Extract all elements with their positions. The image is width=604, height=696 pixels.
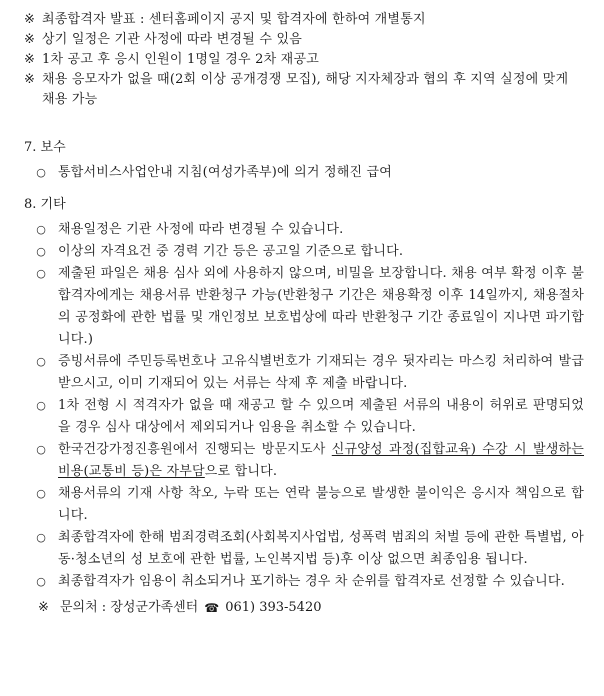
- list-item: [24, 263, 584, 351]
- notice-list: [24, 10, 584, 110]
- circle-bullet-icon: ○: [36, 531, 46, 544]
- list-item-text: [58, 439, 584, 483]
- circle-bullet-icon: ○: [36, 355, 46, 368]
- telephone-icon: ☎: [204, 601, 220, 615]
- text-segment: 한국건강가정진흥원에서 진행되는 방문지도사: [58, 442, 332, 457]
- contact-label: 문의처 : 장성군가족센터: [60, 600, 199, 615]
- circle-bullet-icon: ○: [36, 166, 46, 179]
- list-item-text: 증빙서류에 주민등록번호나 고유식별번호가 기재되는 경우 뒷자리는 마스킹 처리하여 발급받으시고, 이미 기재되어 있는 서류는 삭제 후 제출 바랍니다.: [58, 354, 584, 391]
- list-item-text: 최종합격자가 임용이 취소되거나 포기하는 경우 차 순위를 합격자로 선정할 수 있습니다.: [58, 574, 565, 589]
- list-item-text: 이상의 자격요건 중 경력 기간 등은 공고일 기준으로 합니다.: [58, 244, 404, 259]
- contact-phone: 061) 393-5420: [225, 600, 322, 615]
- list-item-text: 1차 전형 시 적격자가 없을 때 재공고 할 수 있으며 제출된 서류의 내용이 허위로 판명되었을 경우 심사 대상에서 제외되거나 임용을 취소할 수 있습니다.: [58, 398, 584, 435]
- list-item-text: 통합서비스사업안내 지침(여성가족부)에 의거 정해진 급여: [58, 165, 393, 180]
- list-item: [24, 571, 584, 593]
- list-item: [24, 483, 584, 527]
- circle-bullet-icon: ○: [36, 223, 46, 236]
- list-item-text: 제출된 파일은 채용 심사 외에 사용하지 않으며, 비밀을 보장합니다. 채용 여부 확정 이후 불합격자에게는 채용서류 반환청구 가능(반환청구 기간은 채용확정 이후 14일까지, 채용절차의 공정화에 관한 법률 및 개인정보 보호법상에 따라 반환청구 기간 종료일이 지나면 파기합니다.): [58, 266, 584, 347]
- reference-mark-icon: ※: [24, 72, 35, 87]
- reference-mark-icon: ※: [38, 600, 49, 615]
- section-title: 8. 기타: [24, 197, 66, 212]
- notice-item: [24, 30, 584, 50]
- notice-text: 채용 응모자가 없을 때(2회 이상 공개경쟁 모집), 해당 지자체장과 협의 후 지역 실정에 맞게 채용 가능: [42, 72, 569, 107]
- notice-item: [24, 50, 584, 70]
- section-title: 7. 보수: [24, 140, 66, 155]
- notice-item: [24, 10, 584, 30]
- reference-mark-icon: ※: [24, 12, 35, 27]
- notice-item: [24, 70, 584, 110]
- list-item-text: 채용서류의 기재 사항 착오, 누락 또는 연락 불능으로 발생한 불이익은 응시자 책임으로 합니다.: [58, 486, 584, 523]
- list-item-text: 최종합격자에 한해 범죄경력조회(사회복지사업법, 성폭력 범죄의 처벌 등에 관한 특별법, 아동·청소년의 성 보호에 관한 법률, 노인복지법 등)후 이상 없으면 최종임용 됩니다.: [58, 530, 584, 567]
- circle-bullet-icon: ○: [36, 575, 46, 588]
- circle-bullet-icon: ○: [36, 399, 46, 412]
- notice-text: 최종합격자 발표 : 센터홈페이지 공지 및 합격자에 한하여 개별통지: [42, 12, 426, 27]
- circle-bullet-icon: ○: [36, 487, 46, 500]
- circle-bullet-icon: ○: [36, 267, 46, 280]
- list-item-text: 채용일정은 기관 사정에 따라 변경될 수 있습니다.: [58, 222, 344, 237]
- notice-text: 상기 일정은 기관 사정에 따라 변경될 수 있음: [42, 32, 302, 47]
- list-item: [24, 219, 584, 241]
- text-segment: 으로 합니다.: [204, 464, 278, 479]
- circle-bullet-icon: ○: [36, 245, 46, 258]
- reference-mark-icon: ※: [24, 32, 35, 47]
- circle-bullet-icon: ○: [36, 443, 46, 456]
- section-salary: [24, 138, 584, 184]
- notice-text: 1차 공고 후 응시 인원이 1명일 경우 2차 재공고: [42, 52, 319, 67]
- underlined-text: 신규양성 과정(집합교육) 수강 시 발생하는 비용(교통비 등)은 자부담: [58, 442, 584, 479]
- contact-info: [24, 597, 584, 619]
- reference-mark-icon: ※: [24, 52, 35, 67]
- list-item: [24, 351, 584, 395]
- section-other: [24, 195, 584, 619]
- list-item: [24, 395, 584, 439]
- list-item: [24, 241, 584, 263]
- list-item: [24, 527, 584, 571]
- list-item: [24, 439, 584, 483]
- list-item: [24, 162, 584, 184]
